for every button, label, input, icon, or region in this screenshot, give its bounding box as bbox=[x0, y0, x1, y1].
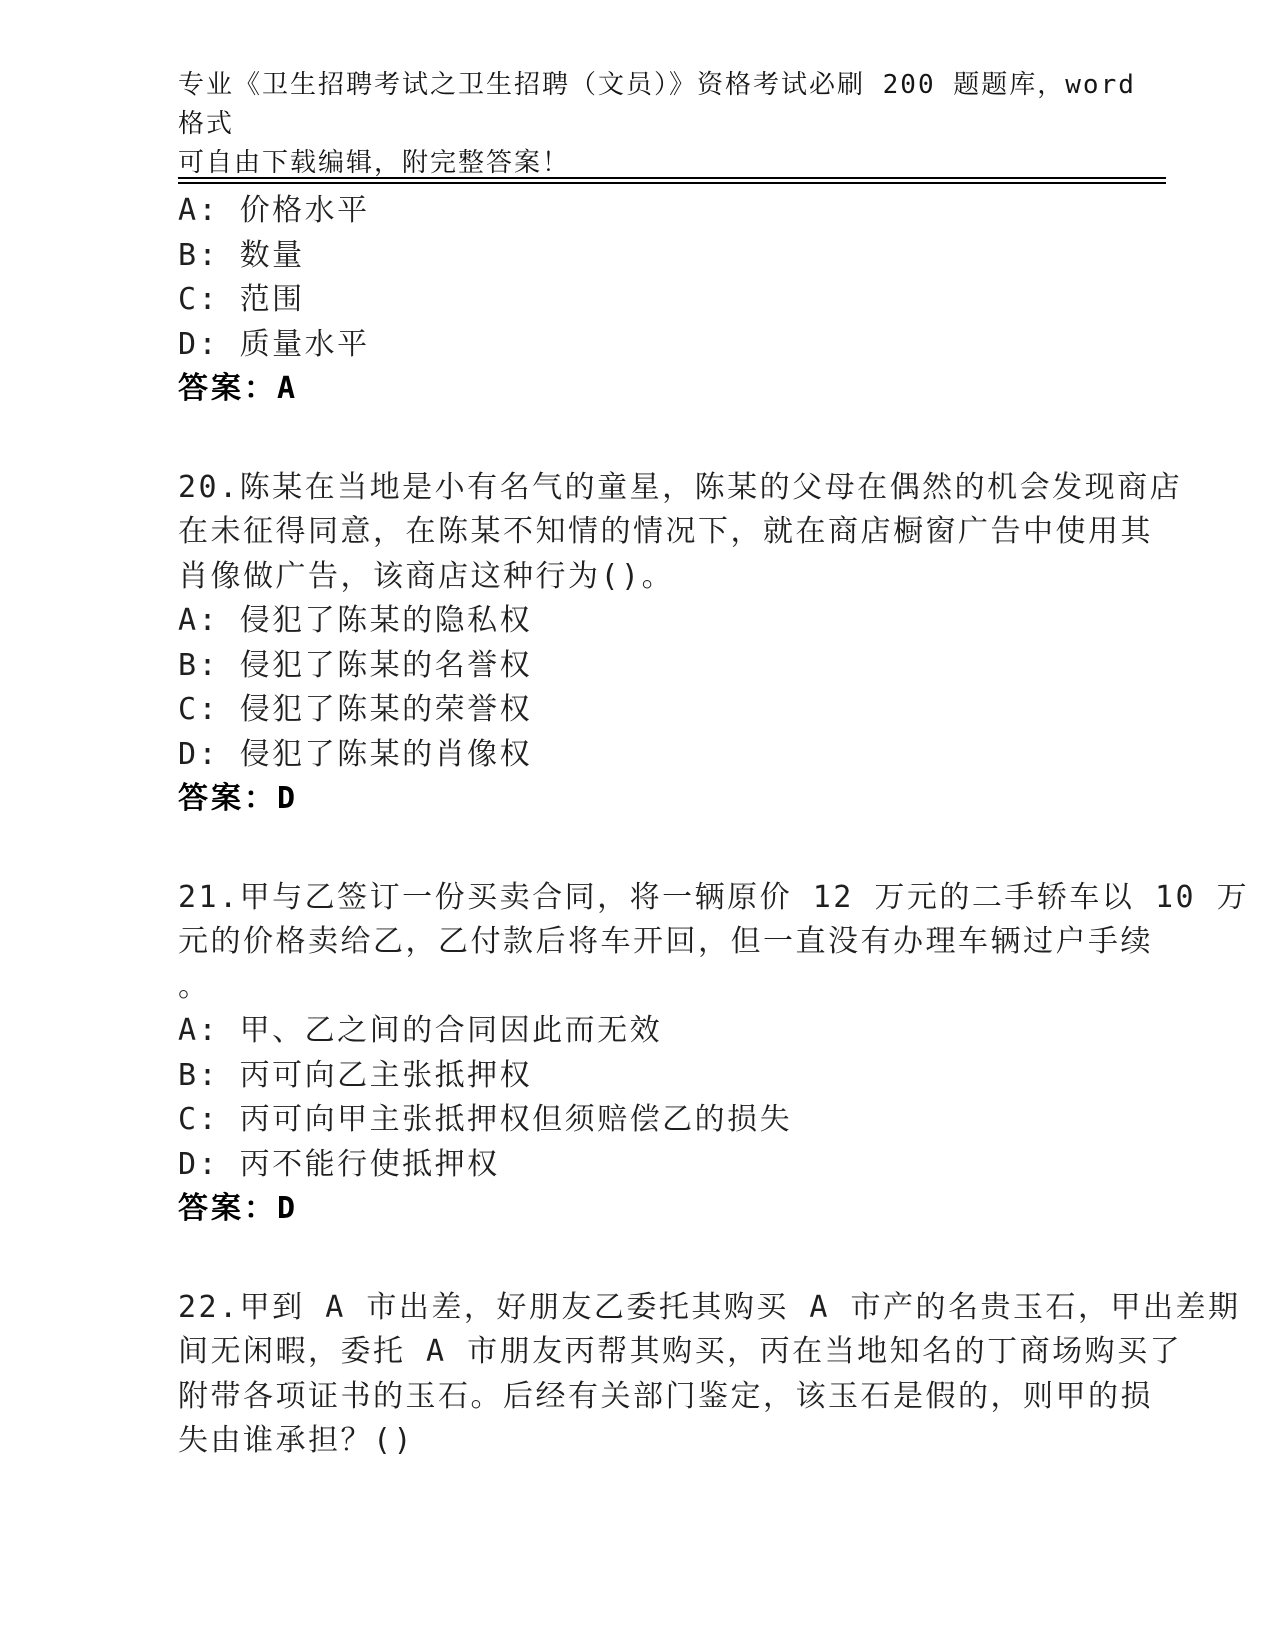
question-text-line: 元的价格卖给乙，乙付款后将车开回，但一直没有办理车辆过户手续 bbox=[178, 924, 1153, 959]
question-21 bbox=[178, 876, 1250, 1232]
page-header bbox=[178, 66, 1168, 183]
option-line-a: A: 价格水平 bbox=[178, 193, 370, 228]
header-divider-rule bbox=[178, 177, 1166, 184]
option-line-d: D: 侵犯了陈某的肖像权 bbox=[178, 736, 533, 772]
option-line-c: C: 范围 bbox=[178, 282, 305, 317]
option-line-b: B: 侵犯了陈某的名誉权 bbox=[178, 647, 533, 683]
option-line-a: A: 侵犯了陈某的隐私权 bbox=[178, 603, 533, 638]
option-line-b: B: 丙可向乙主张抵押权 bbox=[178, 1057, 533, 1093]
header-line-1: 专业《卫生招聘考试之卫生招聘（文员）》资格考试必刷 200 题题库，word 格式 bbox=[178, 70, 1136, 139]
header-line-2: 可自由下载编辑，附完整答案！ bbox=[178, 148, 571, 178]
question-text-line: 22.甲到 A 市出差，好朋友乙委托其购买 A 市产的名贵玉石，甲出差期 bbox=[178, 1289, 1241, 1325]
answer-line: 答案：D bbox=[178, 1191, 299, 1226]
option-line-d: D: 质量水平 bbox=[178, 326, 370, 362]
question-text-line: 21.甲与乙签订一份买卖合同，将一辆原价 12 万元的二手轿车以 10 万 bbox=[178, 879, 1250, 915]
question-text-line: 。 bbox=[178, 968, 211, 1004]
question-text-line: 在未征得同意，在陈某不知情的情况下，就在商店橱窗广告中使用其 bbox=[178, 514, 1153, 549]
document-body bbox=[178, 189, 1250, 1464]
question-text-line: 肖像做广告，该商店这种行为()。 bbox=[178, 558, 675, 594]
question-text-line: 附带各项证书的玉石。后经有关部门鉴定，该玉石是假的，则甲的损 bbox=[178, 1378, 1153, 1414]
option-line-a: A: 甲、乙之间的合同因此而无效 bbox=[178, 1013, 663, 1048]
question-text-line: 间无闲暇，委托 A 市朋友丙帮其购买，丙在当地知名的丁商场购买了 bbox=[178, 1334, 1183, 1369]
question-20 bbox=[178, 466, 1183, 822]
question-text-line: 失由谁承担？() bbox=[178, 1423, 415, 1458]
answer-line: 答案：D bbox=[178, 781, 299, 816]
question-19-carryover-options bbox=[178, 189, 1103, 412]
question-22 bbox=[178, 1286, 1241, 1464]
option-line-d: D: 丙不能行使抵押权 bbox=[178, 1146, 500, 1182]
answer-line: 答案：A bbox=[178, 371, 299, 406]
option-line-c: C: 侵犯了陈某的荣誉权 bbox=[178, 692, 533, 727]
question-text-line: 20.陈某在当地是小有名气的童星，陈某的父母在偶然的机会发现商店 bbox=[178, 469, 1183, 505]
option-line-b: B: 数量 bbox=[178, 237, 305, 273]
option-line-c: C: 丙可向甲主张抵押权但须赔偿乙的损失 bbox=[178, 1102, 793, 1137]
